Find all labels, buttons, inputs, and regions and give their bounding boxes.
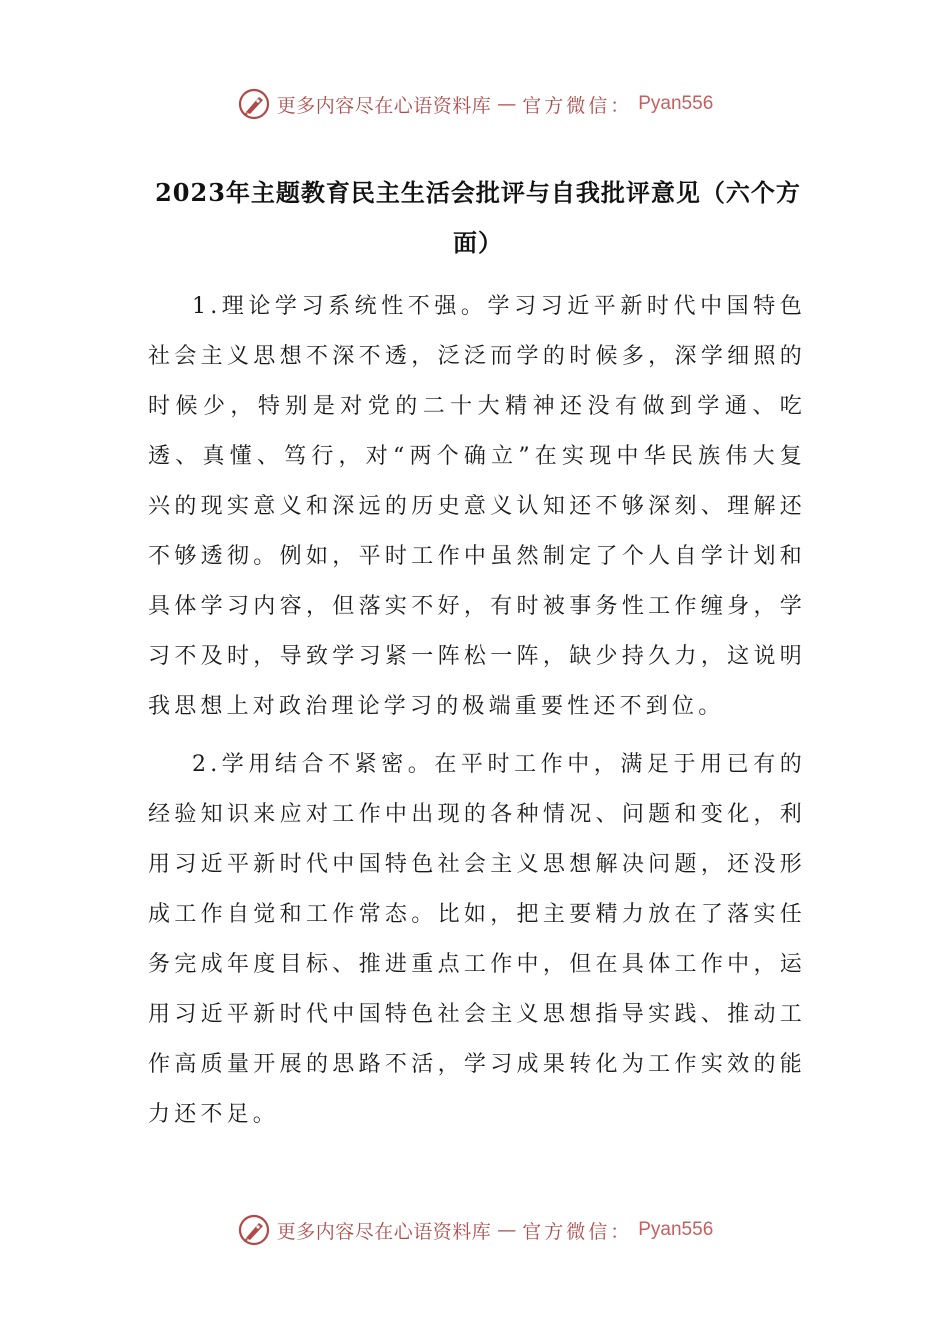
paragraph-2: 2.学用结合不紧密。在平时工作中，满足于用已有的经验知识来应对工作中出现的各种情况、问题和变化，利用习近平新时代中国特色社会主义思想解决问题，还没形成工作自觉和工作常态。比如，把主要精力放在了落实任务完成年度目标、推进重点工作中，但在具体工作中，运用习近平新时代中国特色社会主义思想指导实践、推动工作高质量开展的思路不活，学习成果转化为工作实效的能力还不足。	[148, 752, 806, 1127]
banner-slogan: 更多内容尽在心语资料库	[276, 1220, 492, 1243]
banner-wechat-label: 官方微信：	[522, 1220, 633, 1243]
banner-wechat-label: 官方微信：	[522, 94, 633, 117]
pen-nib-logo-icon	[237, 87, 271, 121]
banner-dash: —	[497, 93, 517, 115]
header-banner	[0, 84, 950, 124]
document-body	[148, 282, 806, 1148]
banner-wechat-id: Pyan556	[638, 93, 714, 114]
banner-slogan: 更多内容尽在心语资料库	[276, 94, 492, 117]
banner-wechat-id: Pyan556	[638, 1219, 714, 1240]
footer-banner	[0, 1210, 950, 1250]
pen-nib-logo-icon	[237, 1213, 271, 1247]
paragraph-1: 1.理论学习系统性不强。学习习近平新时代中国特色社会主义思想不深不透，泛泛而学的时候多，深学细照的时候少，特别是对党的二十大精神还没有做到学通、吃透、真懂、笃行，对“两个确立”在实现中华民族伟大复兴的现实意义和深远的历史意义认知还不够深刻、理解还不够透彻。例如，平时工作中虽然制定了个人自学计划和具体学习内容，但落实不好，有时被事务性工作缠身，学习不及时，导致学习紧一阵松一阵，缺少持久力，这说明我思想上对政治理论学习的极端重要性还不到位。	[148, 294, 806, 719]
document-title: 2023年主题教育民主生活会批评与自我批评意见（六个方面）	[155, 178, 801, 257]
banner-dash: —	[497, 1219, 517, 1241]
